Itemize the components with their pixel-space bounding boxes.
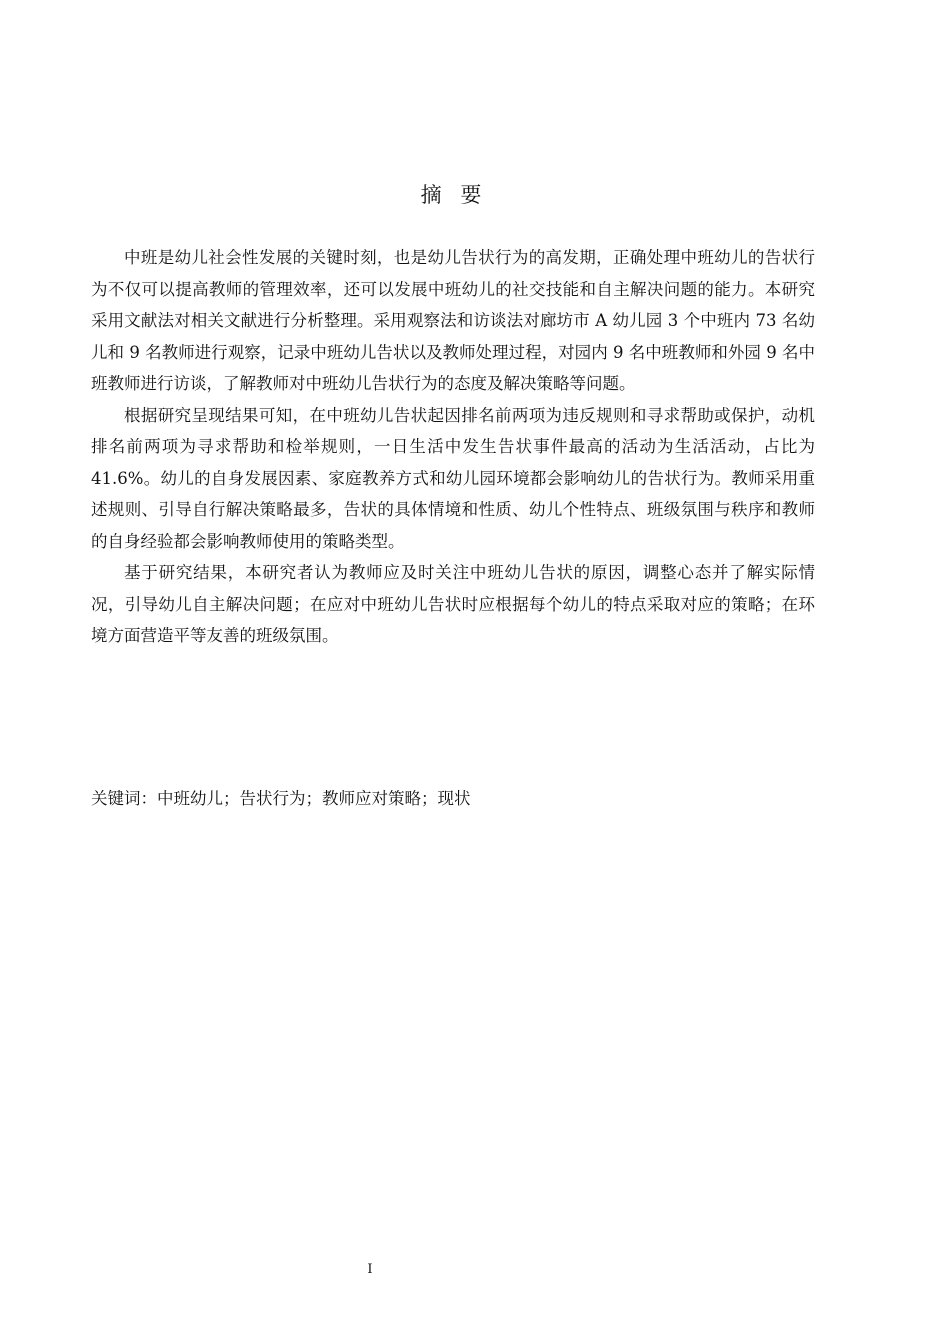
- abstract-paragraph-2: 根据研究呈现结果可知，在中班幼儿告状起因排名前两项为违反规则和寻求帮助或保护，动机排名前两项为寻求帮助和检举规则，一日生活中发生告状事件最高的活动为生活活动，占比为41.6%。幼儿的自身发展因素、家庭教养方式和幼儿园环境都会影响幼儿的告状行为。教师采用重述规则、引导自行解决策略最多，告状的具体情境和性质、幼儿个性特点、班级氛围与秩序和教师的自身经验都会影响教师使用的策略类型。: [91, 405, 815, 551]
- page-number: I: [367, 1262, 373, 1277]
- abstract-paragraph-3: 基于研究结果，本研究者认为教师应及时关注中班幼儿告状的原因，调整心态并了解实际情况，引导幼儿自主解决问题；在应对中班幼儿告状时应根据每个幼儿的特点采取对应的策略；在环境方面营造平等友善的班级氛围。: [91, 563, 815, 645]
- abstract-body: [91, 242, 815, 652]
- keywords-label: 关键词：: [91, 789, 157, 808]
- keywords-line: [91, 784, 815, 814]
- keywords-text: 中班幼儿；告状行为；教师应对策略；现状: [157, 789, 471, 808]
- abstract-paragraph-1: 中班是幼儿社会性发展的关键时刻，也是幼儿告状行为的高发期，正确处理中班幼儿的告状行为不仅可以提高教师的管理效率，还可以发展中班幼儿的社交技能和自主解决问题的能力。本研究采用文献法对相关文献进行分析整理。采用观察法和访谈法对廊坊市 A 幼儿园 3 个中班内 73 名幼儿和 9 名教师进行观察，记录中班幼儿告状以及教师处理过程，对园内 9 名中班教师和外园 9 名中班教师进行访谈，了解教师对中班幼儿告状行为的态度及解决策略等问题。: [91, 248, 815, 393]
- abstract-title: 摘 要: [420, 183, 488, 207]
